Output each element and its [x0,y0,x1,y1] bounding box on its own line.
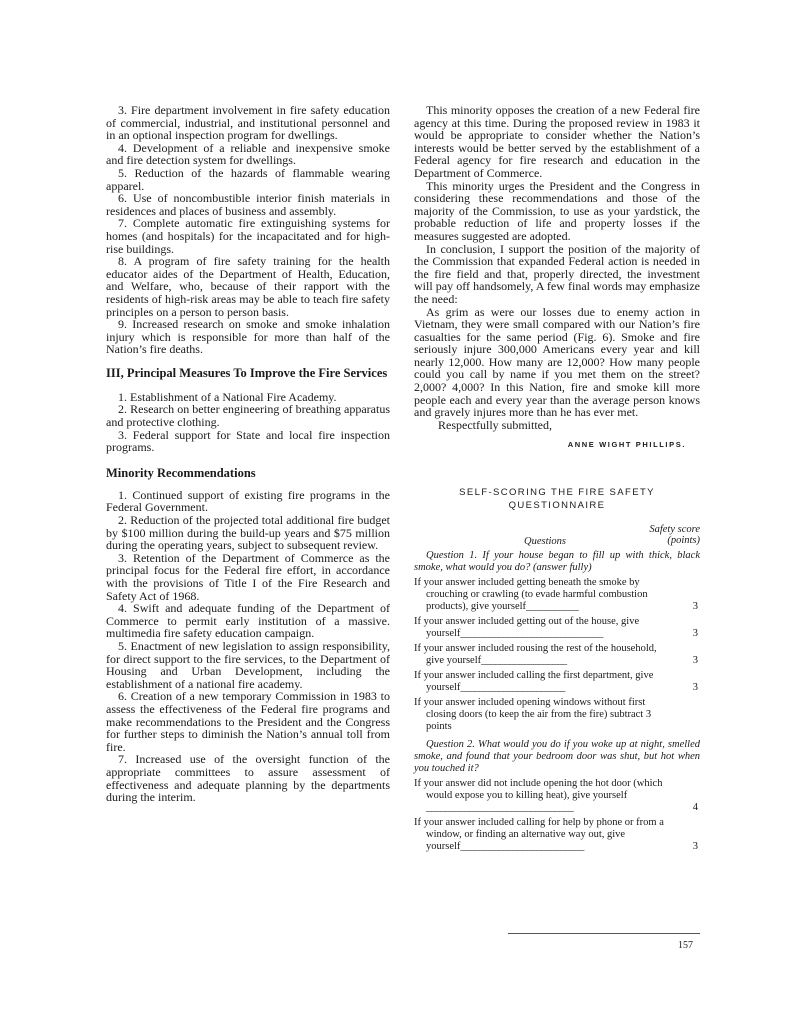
list-item: 2. Reduction of the projected total additional fire budget by $100 million during the build-up years and $75 million during the operating years, subject to subsequent review. [106,513,390,553]
answer-leader: ______________________________ [460,628,603,640]
answer-points: 3 [692,655,698,667]
list-item: 9. Increased research on smoke and smoke inhalation injury which is responsible for more than half of the Nation’s fire deaths. [106,317,390,357]
answer-leader: __________________________ [460,841,584,853]
answer-text: If your answer included getting out of the house, give yourself [414,616,640,640]
answer-points: 3 [692,682,698,694]
section-heading-minority-recommendations: Minority Recommendations [106,465,256,480]
answer-row [414,643,700,667]
answer-leader: _______________________________ [426,802,574,814]
signature: ANNE WIGHT PHILLIPS. [567,440,686,450]
question-1: Question 1. If your house began to fill up with thick, black smoke, what would you do? (answer fully) [414,550,700,574]
answer-row [414,817,700,853]
list-item: 3. Retention of the Department of Commerce as the principal focus for the Federal fire effort, in accordance with the provisions of Title I of the Fire Research and Safety Act of 1968. [106,550,390,603]
list-item: 6. Creation of a new temporary Commission in 1983 to assess the effectiveness of the Federal fire programs and make recommendations to the President and the Congress for further steps to diminish the Nation’s annual toll from fire. [106,689,390,754]
answer-points: 3 [692,601,698,613]
answer-text: If your answer included calling the first department, give yourself [414,670,654,694]
list-item: 5. Enactment of new legislation to assign responsibility, for direct support to the fire services, to the Department of Housing and Urban Development, including the establishment of a national fire academy. [106,638,390,691]
answer-row [414,577,700,613]
body-paragraph: In conclusion, I support the position of the majority of the Commission that expanded Federal action is needed in the fire field and that, properly directed, the investment will pay off handsomely, A few final words may emphasize the need: [414,241,700,306]
points-label: (points) [667,535,700,547]
answer-text: If your answer included getting beneath the smoke by crouching or crawling (to evade harmful combustion products), give yourself [414,577,648,613]
safety-score-column-header [649,524,700,546]
questionnaire-title [414,486,700,512]
questions-column-header: Questions [524,536,566,548]
list-item: 3. Fire department involvement in fire safety education of commercial, industrial, and institutional personnel and in an optional inspection program for dwellings. [106,103,390,143]
list-item: 3. Federal support for State and local fire inspection programs. [106,427,390,455]
page-number: 157 [678,940,693,951]
answer-points: 3 [692,628,698,640]
list-item: 7. Increased use of the oversight function of the appropriate committees to assure assessment of effectiveness and adequate planning by the departments during the interim. [106,752,390,805]
answer-leader: __________________ [481,655,567,667]
answer-row [414,697,700,733]
body-paragraph: As grim as were our losses due to enemy action in Vietnam, they were small compared with our Nation’s fire casualties for the same period (Fig. 6). Smoke and fire seriously injure 300,000 Americans every year and kill nearly 12,000. How many are 12,000? How many people could you call by name if you met them on the street? 2,000? 4,000? In this Nation, fire and smoke kill more people each and every year than the average person knows and gravely injures more than he has ever met. [414,304,700,420]
right-column [414,104,700,853]
answer-points: 4 [692,802,698,814]
answer-leader: ______________________ [460,682,565,694]
list-item: 8. A program of fire safety training for the health educator aides of the Department of Health, Education, and Welfare, who, because of their rapport with the residents of high-risk areas may be able to teach fire safety principles on a person to person basis. [106,254,390,319]
list-item: 1. Continued support of existing fire programs in the Federal Government. [106,487,390,515]
answer-text: If your answer included rousing the rest of the household, give yourself [414,643,657,667]
list-item: 6. Use of noncombustible interior finish materials in residences and places of business and assembly. [106,191,390,218]
answer-points: 3 [692,841,698,853]
section-heading-principal-measures: III, Principal Measures To Improve the Fire Services [106,365,388,380]
fire-safety-questionnaire [414,486,700,853]
list-item: 7. Complete automatic fire extinguishing systems for homes (and hospitals) for the incapacitated and for high-rise buildings. [106,216,390,256]
list-item: 4. Development of a reliable and inexpensive smoke and fire detection system for dwellings. [106,140,390,168]
list-item: 5. Reduction of the hazards of flammable wearing apparel. [106,165,390,193]
footer-rule [508,933,700,934]
safety-score-label: Safety score [649,524,700,536]
answer-row [414,670,700,694]
list-item: 4. Swift and adequate funding of the Department of Commerce to permit early institution of a massive. multimedia fire safety education campaign. [106,601,390,641]
answer-row [414,778,700,814]
list-item: 2. Research on better engineering of breathing apparatus and protective clothing. [106,402,390,430]
answer-text: If your answer included calling for help by phone or from a window, or finding an alternative way out, give yourself [414,817,664,853]
questionnaire-title-line: QUESTIONNAIRE [508,500,606,512]
list-item: 1. Establishment of a National Fire Academy. [118,389,337,404]
answer-row [414,616,700,640]
closing-line: Respectfully submitted, [438,417,552,432]
left-column [106,104,390,804]
questionnaire-title-line: SELF-SCORING THE FIRE SAFETY [459,487,655,499]
question-2: Question 2. What would you do if you woke up at night, smelled smoke, and found that your bedroom door was shut, but hot when you touched it? [414,739,700,775]
body-paragraph: This minority urges the President and the Congress in considering these recommendations and those of the majority of the Commission, to use as your yardstick, the probable reduction of life and property losses if the measures suggested are adopted. [414,178,700,243]
answer-leader: ___________ [526,601,579,613]
body-paragraph: This minority opposes the creation of a new Federal fire agency at this time. During the proposed review in 1983 it would be appropriate to consider whether the Nation’s interests would be better served by the establishment of a Federal agency for fire research and education in the Department of Commerce. [414,103,700,180]
answer-text: If your answer did not include opening the hot door (which would expose you to killing heat), give yourself [414,778,663,802]
answer-text: If your answer included opening windows without first closing doors (to keep the air from the fire) subtract 3 points [414,697,652,733]
questionnaire-column-headers [414,524,700,548]
